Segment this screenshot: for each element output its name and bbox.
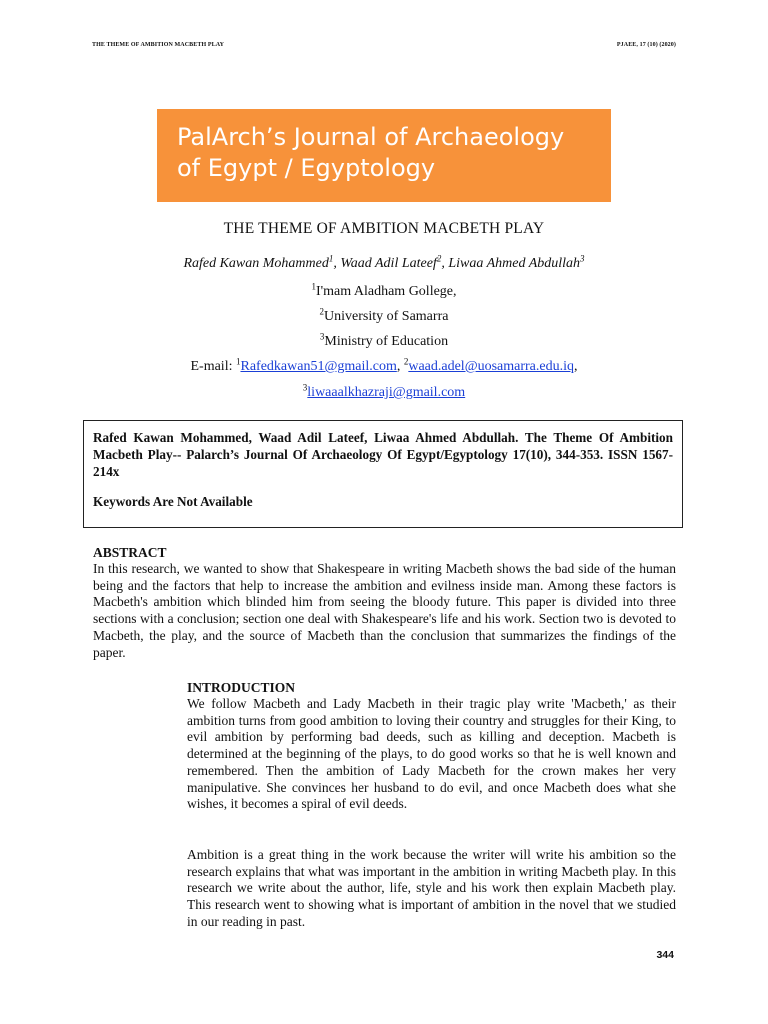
page-number: 344 [656, 949, 674, 961]
running-header [92, 42, 676, 48]
abstract-body: In this research, we wanted to show that Shakespeare in writing Macbeth shows the bad side of the human being and the factors that help to increase the ambition and evilness inside man. Among these factors is Macbeth's ambition which blinded him from seeing the bloody future. This paper is divided into three sections with a conclusion; section one deal with Shakespeare's life and his work. Section two is devoted to Macbeth, the play, and the source of Macbeth than the conclusion that summarizes the findings of the paper. [93, 561, 676, 660]
citation-box [83, 420, 683, 528]
introduction-heading: INTRODUCTION [187, 680, 296, 695]
running-header-title: THE THEME OF AMBITION MACBETH PLAY [92, 42, 225, 48]
email-line: E-mail: $^1$Rafedkawan51@gmail.com, $^2$waad.adel@uosamarra.edu.iq, [190, 356, 578, 374]
email-link-2[interactable]: waad.adel@uosamarra.edu.iq [408, 359, 574, 374]
email-label: E-mail: [190, 359, 236, 374]
journal-banner [157, 109, 611, 202]
affiliation-1: $^1$I'mam Aladham Gollege, [311, 281, 457, 299]
introduction-paragraph-2: Ambition is a great thing in the work because the writer will write his ambition so the research explains that what was important in the ambition in writing Macbeth play. In this research we write about the author, life, style and his work then explain Macbeth play. This research went to showing what is important of ambition in the novel that we studied in our reading in past. [187, 847, 676, 929]
email-link-1[interactable]: Rafedkawan51@gmail.com [240, 359, 397, 374]
author-sup: 2 [436, 253, 442, 264]
email-link-3[interactable]: liwaaalkhazraji@gmail.com [307, 385, 466, 400]
author-sup: 3 [580, 253, 585, 264]
keywords-line: Keywords Are Not Available [93, 494, 253, 509]
affiliation-2: $^2$University of Samarra [319, 306, 449, 324]
author-name: Waad Adil Lateef [340, 256, 437, 271]
author-list: Rafed Kawan Mohammed$^1$, Waad Adil Lateef$^2$, Liwaa Ahmed Abdullah$^3$ [183, 253, 585, 271]
email-line-2: $^3$liwaaalkhazraji@gmail.com [302, 382, 466, 400]
author-name: Rafed Kawan Mohammed [183, 256, 329, 271]
author-sup: 1 [328, 253, 334, 264]
affiliation-3: $^3$Ministry of Education [319, 331, 449, 349]
journal-banner-line-2: of Egypt / Egyptology [177, 154, 436, 182]
running-header-journal: PJAEE, 17 (10) (2020) [616, 42, 676, 48]
paper-title: THE THEME OF AMBITION MACBETH PLAY [223, 220, 545, 237]
journal-banner-line-1: PalArch’s Journal of Archaeology [177, 123, 565, 151]
introduction-paragraph-1: We follow Macbeth and Lady Macbeth in their tragic play write 'Macbeth,' as their ambition turns from good ambition to loving their country and struggles for their King, to evil ambition by performing bad deeds, such as killing and deception. Macbeth is determined at the beginning of the plays, to do good works so that he is well known and remembered. Then the ambition of Lady Macbeth for the crown makes her very manipulative. She convinces her husband to do evil, and once Macbeth does what she wishes, it becomes a spiral of evil deeds. [187, 696, 676, 812]
abstract-heading: ABSTRACT [93, 545, 167, 560]
citation-text: Rafed Kawan Mohammed, Waad Adil Lateef, Liwaa Ahmed Abdullah. The Theme Of Ambition Macbeth Play-- Palarch’s Journal Of Archaeology Of Egypt/Egyptology 17(10), 344-353. ISSN 1567-214x [93, 430, 673, 479]
author-name: Liwaa Ahmed Abdullah [448, 256, 581, 271]
